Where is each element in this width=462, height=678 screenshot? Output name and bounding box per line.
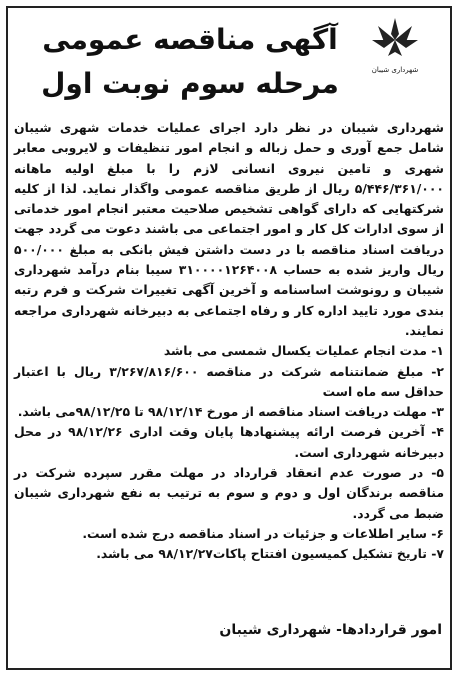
list-item: ۴- آخرین فرصت ارائه پیشنهادها پایان وقت اداری ۹۸/۱۲/۲۶ در محل دبیرخانه شهرداری است. [14, 424, 444, 460]
logo-caption: شهرداری شیبان [371, 66, 419, 74]
notice-title: آگهی مناقصه عمومی [42, 23, 338, 56]
notice-body [14, 118, 444, 565]
list-item: ۶- سایر اطلاعات و جزئیات در اسناد مناقصه درج شده است. [82, 525, 444, 541]
signature: امور قراردادها- شهرداری شیبان [219, 622, 442, 638]
intro-paragraph: شهرداری شیبان در نظر دارد اجرای عملیات خدمات شهری شیبان شامل جمع آوری و حمل زباله و انجام امور تنظیفات و لایروبی معابر شهری و تامین نیروی انسانی لازم را با مبلغ اولیه ماهانه ۵/۴۴۶/۳۶۱/۰۰۰ ریال از طریق مناقصه عمومی واگذار نماید. لذا از کلیه شرکتهایی که دارای گواهی تشخیص صلاحیت معتبر انجام امور خدماتی از سوی ادارات کل کار و امور اجتماعی می باشند دعوت می گردد جهت دریافت اسناد مناقصه با در دست داشتن فیش بانکی به مبلغ ۵۰۰/۰۰۰ ریال واریز شده به حساب ۳۱۰۰۰۰۱۲۶۴۰۰۸ سیبا بنام درآمد شهرداری شیبان و رونوشت اساسنامه و آخرین آگهی تغییرات شرکت و فرم رتبه بندی مورد تایید اداره کار و رفاه اجتماعی به دبیرخانه شهرداری مراجعه نمایند. [14, 120, 445, 338]
list-item: ۱- مدت انجام عملیات یکسال شمسی می باشد [163, 343, 444, 359]
leaf-emblem-icon [366, 14, 424, 64]
logo [366, 14, 424, 84]
list-item: ۳- مهلت دریافت اسناد مناقصه از مورخ ۹۸/۱۲/۱۴ تا ۹۸/۱۲/۲۵می باشد. [17, 404, 444, 420]
list-item: ۵- در صورت عدم انعقاد قرارداد در مهلت مقرر سپرده شرکت در مناقصه برندگان اول و دوم و سوم به ترتیب به نفع شهرداری شیبان ضبط می گردد. [14, 465, 444, 521]
list-item: ۷- تاریخ تشکیل کمیسیون افتتاح پاکات۹۸/۱۲/۲۷ می باشد. [96, 546, 444, 562]
list-item: ۲- مبلغ ضمانتنامه شرکت در مناقصه ۳/۲۶۷/۸۱۶/۶۰۰ ریال با اعتبار حداقل سه ماه است [14, 363, 444, 399]
notice-subtitle: مرحله سوم نوبت اول [41, 67, 339, 100]
conditions-list [14, 341, 444, 564]
